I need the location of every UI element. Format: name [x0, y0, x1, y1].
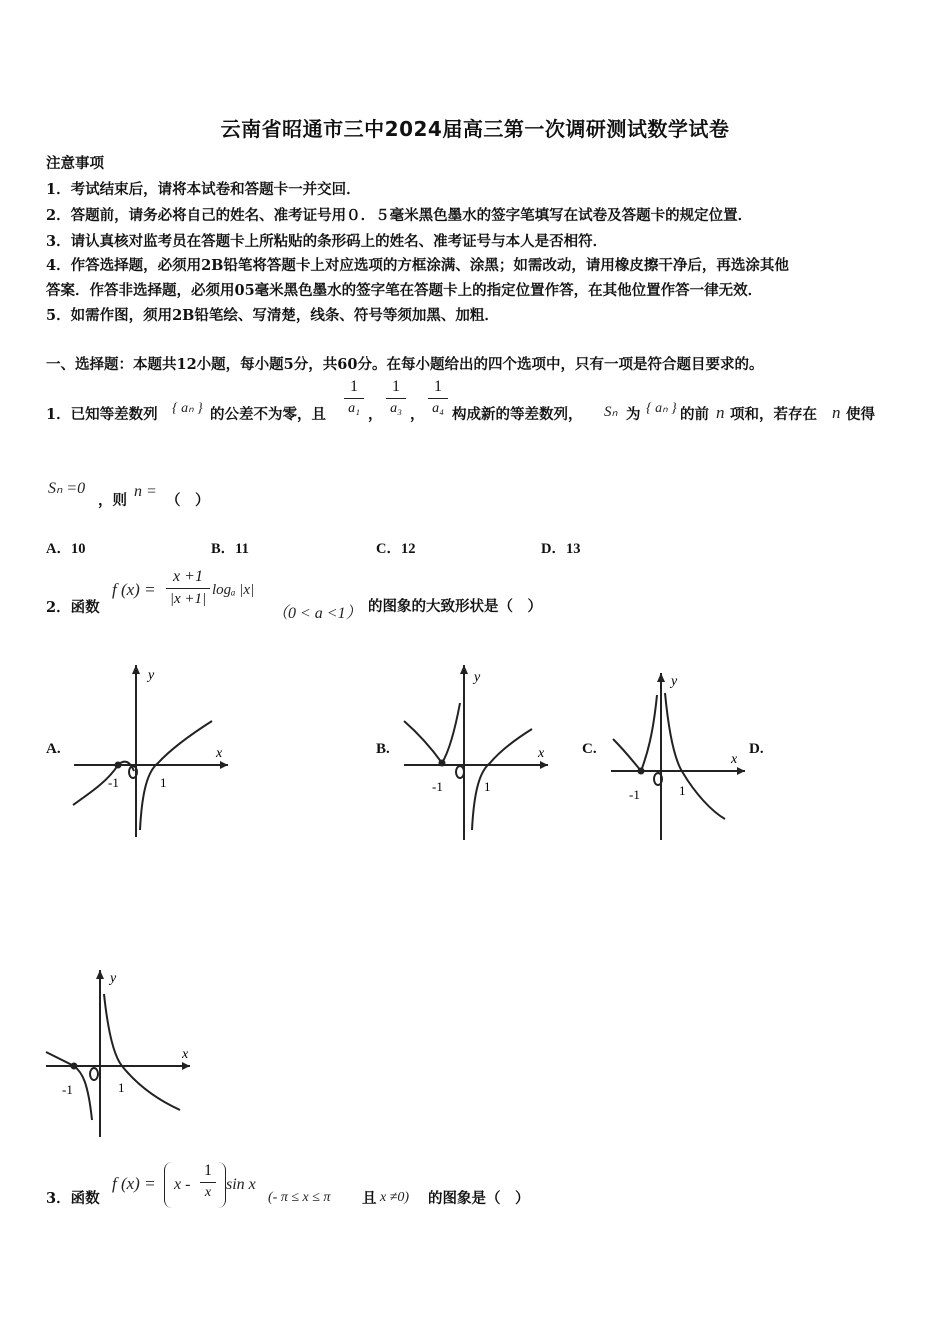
- q1-comma-1: ，: [368, 406, 383, 423]
- q3-cond-a: (- π ≤ x ≤ π: [268, 1190, 331, 1205]
- q3-cond-b: x ≠0): [380, 1190, 410, 1205]
- q1-text-5: 的前: [680, 406, 709, 423]
- graph-b-tick-1: 1: [484, 779, 491, 794]
- q3-text-1: 3．函数: [46, 1190, 100, 1207]
- q1-sn: Sₙ: [604, 404, 618, 420]
- q2-text-2: 的图象的大致形状是（ ）: [368, 598, 542, 615]
- graph-c-tick-neg1: -1: [629, 787, 640, 802]
- graph-a-tick-neg1: -1: [108, 775, 119, 790]
- graph-c-y-label: y: [671, 674, 678, 689]
- graph-d-tick-1: 1: [118, 1080, 125, 1095]
- q2-graph-d: [42, 962, 202, 1144]
- q1-text-2: 的公差不为零，且: [210, 406, 326, 423]
- graph-c-tick-1: 1: [679, 783, 686, 798]
- q2-label-c[interactable]: C.: [582, 741, 597, 757]
- notice-item-4: 4．作答选择题，必须用2B铅笔将答题卡上对应选项的方框涂满、涂黑；如需改动，请用橡皮擦干净后，再选涂其他: [46, 257, 789, 274]
- q1-option-d[interactable]: D．13: [541, 541, 581, 557]
- notice-item-3: 3．请认真核对监考员在答题卡上所粘贴的条形码上的姓名、准考证号与本人是否相符．: [46, 233, 608, 250]
- q1-seq-2: { aₙ }: [646, 401, 677, 416]
- graph-a-y-label: y: [148, 668, 155, 683]
- notice-item-1: 1．考试结束后，请将本试卷和答题卡一并交回．: [46, 181, 361, 198]
- q2-frac: x +1 |x +1|: [166, 568, 210, 608]
- q1-text-3: 构成新的等差数列，: [452, 406, 583, 423]
- q1-n-1: n: [716, 403, 725, 422]
- q1-frac-3: 1 a₄: [428, 378, 448, 417]
- graph-b-curve-left: [404, 703, 460, 763]
- q3-cond-and: 且: [362, 1190, 377, 1207]
- q2-graph-a: [70, 655, 240, 845]
- graph-a-x-label: x: [216, 746, 223, 761]
- q2-log: logₐ |x|: [212, 582, 255, 598]
- q1-seq: { aₙ }: [172, 401, 203, 416]
- q2-graph-c: [607, 665, 757, 845]
- graph-c-x-label: x: [731, 752, 738, 767]
- q3-text-2: 的图象是（ ）: [428, 1190, 530, 1207]
- q1-option-c[interactable]: C．12: [376, 541, 416, 557]
- q1-then: ，则: [98, 492, 127, 509]
- graph-b-curve-right: [472, 729, 532, 830]
- q1-frac-2: 1 a₃: [386, 378, 406, 417]
- q1-text-4: 为: [626, 406, 641, 423]
- q2-label-d[interactable]: D.: [749, 741, 764, 757]
- q1-n-eq: n =: [134, 483, 157, 500]
- q1-option-b[interactable]: B．11: [211, 541, 249, 557]
- graph-c-curve-left: [613, 695, 657, 771]
- q2-label-a[interactable]: A.: [46, 741, 61, 757]
- graph-c-curve-right: [665, 693, 725, 819]
- q1-option-a[interactable]: A．10: [46, 541, 86, 557]
- q3-expr-x: x -: [174, 1176, 191, 1193]
- q2-graph-b: [400, 655, 560, 845]
- q1-comma-2: ，: [410, 406, 425, 423]
- q2-cond: （0 < a <1）: [272, 605, 362, 622]
- graph-a-curve-left: [73, 762, 134, 805]
- section-heading: 一、选择题：本题共12小题，每小题5分，共60分。在每小题给出的四个选项中，只有一项是符合题目要求的。: [46, 356, 764, 373]
- graph-a-tick-1: 1: [160, 775, 167, 790]
- q2-fx: f (x) =: [112, 580, 156, 599]
- graph-d-curve-right: [104, 994, 180, 1110]
- q1-frac-1: 1 a₁: [344, 378, 364, 417]
- graph-b-y-label: y: [474, 670, 481, 685]
- notice-item-5: 5．如需作图，须用2B铅笔绘、写清楚，线条、符号等须加黑、加粗．: [46, 307, 499, 324]
- graph-b-tick-neg1: -1: [432, 779, 443, 794]
- graph-d-tick-neg1: -1: [62, 1082, 73, 1097]
- q1-sn-zero: Sₙ =0: [48, 480, 86, 497]
- notice-heading: 注意事项: [46, 155, 104, 172]
- q2-text-1: 2．函数: [46, 599, 100, 616]
- q2-label-b[interactable]: B.: [376, 741, 390, 757]
- graph-b-x-label: x: [538, 746, 545, 761]
- notice-item-2: 2．答题前，请务必将自己的姓名、准考证号用０．５毫米黑色墨水的签字笔填写在试卷及答题卡的规定位置．: [46, 207, 753, 224]
- q1-text-1: 1．已知等差数列: [46, 406, 158, 423]
- q3-fx: f (x) =: [112, 1174, 156, 1193]
- q1-text-6: 项和，若存在: [730, 406, 817, 423]
- graph-a-curve-right: [140, 721, 212, 830]
- q1-answer-paren: （ ）: [166, 492, 210, 509]
- q3-frac: 1 x: [200, 1162, 216, 1201]
- graph-d-y-label: y: [110, 971, 117, 986]
- page-title: 云南省昭通市三中2024届高三第一次调研测试数学试卷: [220, 117, 730, 141]
- q1-n-2: n: [832, 403, 841, 422]
- graph-d-x-label: x: [182, 1047, 189, 1062]
- notice-item-4-cont: 答案．作答非选择题，必须用05毫米黑色墨水的签字笔在答题卡上的指定位置作答，在其他位置作答一律无效．: [46, 282, 763, 299]
- q3-sin: sin x: [226, 1176, 256, 1193]
- q1-text-7: 使得: [846, 406, 875, 423]
